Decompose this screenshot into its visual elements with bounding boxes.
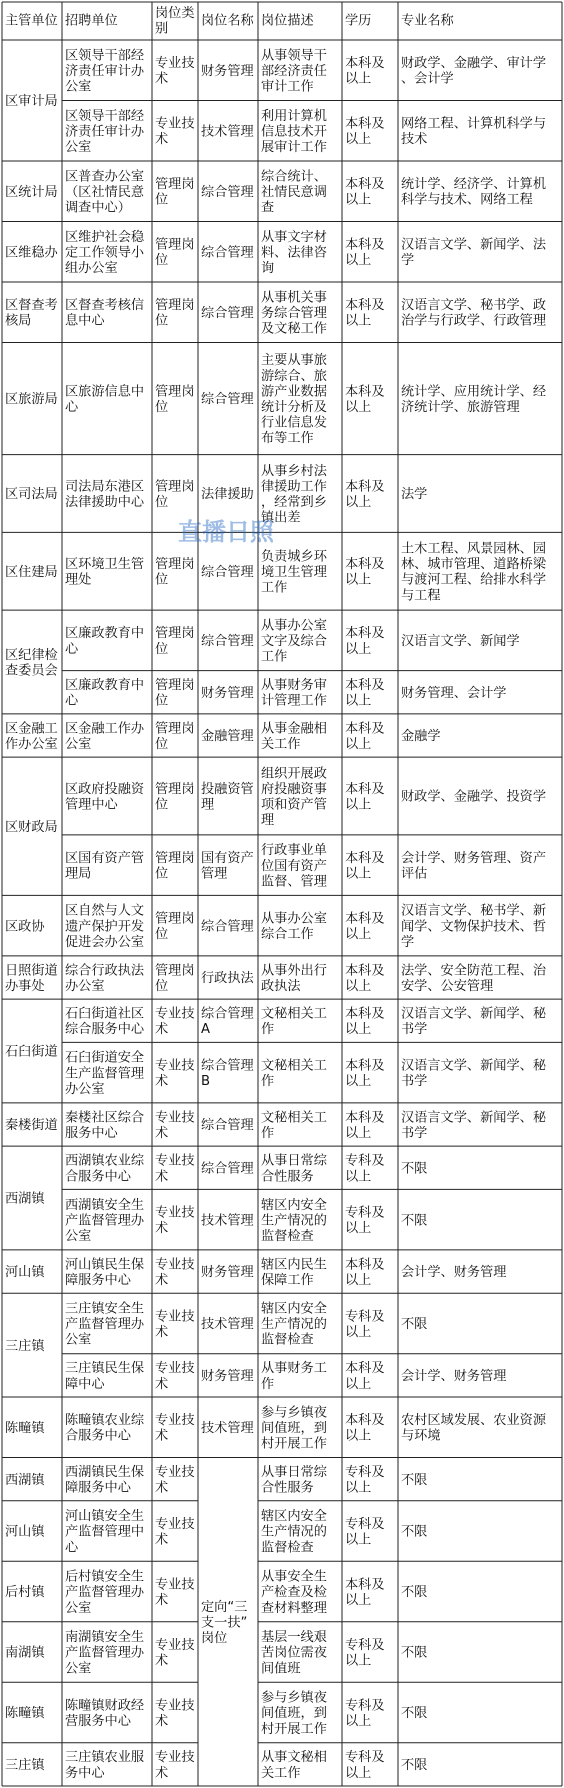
dept-cell: 区督查考核局 xyxy=(5,298,58,329)
desc-cell: 从事文字材料、法律咨询 xyxy=(261,229,327,277)
dept-cell: 日照街道办事处 xyxy=(5,963,58,994)
unit-cell: 区领导干部经济责任审计办公室 xyxy=(65,108,145,156)
post-cell: 综合管理 xyxy=(201,919,254,935)
dept-cell: 西湖镇 xyxy=(5,1191,45,1207)
desc-cell: 文秘相关工作 xyxy=(261,1110,327,1141)
watermark-logo: 直播日照 xyxy=(178,518,274,546)
unit-cell: 南湖镇安全生产监督管理办公室 xyxy=(65,1630,145,1677)
dept-cell: 河山镇 xyxy=(5,1524,45,1540)
unit-cell: 区督查考核信息中心 xyxy=(65,298,145,329)
unit-cell: 区维护社会稳定工作领导小组办公室 xyxy=(65,229,145,277)
cat-cell: 专业技术 xyxy=(155,1464,195,1496)
desc-cell: 综合统计、社情民意调查 xyxy=(261,169,327,216)
dept-cell: 区政协 xyxy=(5,919,45,935)
desc-cell: 从事金融相关工作 xyxy=(261,721,327,752)
major-cell: 不限 xyxy=(401,1317,428,1333)
header-cell: 招聘单位 xyxy=(65,13,118,29)
desc-cell: 基层一线艰苦岗位需夜间值班 xyxy=(261,1630,327,1677)
major-cell: 汉语言文学、秘书学、新闻学、文物保护技术、哲学 xyxy=(401,903,547,950)
major-cell: 汉语言文学、秘书学、政治学与行政学、行政管理 xyxy=(401,298,547,329)
cat-cell: 管理岗位 xyxy=(155,963,195,994)
desc-cell: 从事办公室综合工作 xyxy=(261,911,327,943)
edu-cell: 本科及以上 xyxy=(345,557,385,588)
major-cell: 农村区域发展、农业资源与环境 xyxy=(401,1413,547,1444)
unit-cell: 区旅游信息中心 xyxy=(65,384,145,416)
dept-cell: 区统计局 xyxy=(5,184,58,200)
desc-cell: 辖区内安全生产情况的监督检查 xyxy=(261,1509,327,1556)
dept-cell: 西湖镇 xyxy=(5,1472,45,1488)
unit-cell: 区政府投融资管理中心 xyxy=(65,781,145,813)
dept-cell: 区财政局 xyxy=(5,819,58,835)
cat-cell: 管理岗位 xyxy=(155,911,195,943)
cat-cell: 专业技术 xyxy=(155,1110,195,1141)
post-cell: 综合管理 xyxy=(201,184,254,200)
post-cell: 国有资产管理 xyxy=(201,850,254,882)
edu-cell: 本科及以上 xyxy=(345,298,385,329)
cat-cell: 专业技术 xyxy=(155,1698,195,1729)
unit-cell: 三庄镇农业服务中心 xyxy=(65,1750,145,1781)
post-cell: 金融管理 xyxy=(201,729,254,745)
dept-cell: 区金融工作办公室 xyxy=(5,721,58,752)
major-cell: 法学、安全防范工程、治安学、公安管理 xyxy=(401,963,547,994)
edu-cell: 专科及以上 xyxy=(345,1309,385,1340)
cat-cell: 专业技术 xyxy=(155,1413,195,1444)
desc-cell: 从事办公室文字及综合工作 xyxy=(261,618,327,665)
edu-cell: 专科及以上 xyxy=(345,1637,385,1669)
post-cell: 投融资管理 xyxy=(201,781,254,813)
post-cell: 综合管理 xyxy=(201,1161,254,1177)
edu-cell: 本科及以上 xyxy=(345,963,385,994)
desc-cell: 从事领导干部经济责任审计工作 xyxy=(261,48,327,95)
dept-cell: 区住建局 xyxy=(5,564,58,580)
unit-cell: 区廉政教育中心 xyxy=(65,626,145,657)
cat-cell: 专业技术 xyxy=(155,56,195,87)
unit-cell: 区领导干部经济责任审计办公室 xyxy=(65,48,145,95)
edu-cell: 本科及以上 xyxy=(345,1257,385,1289)
unit-cell: 陈疃镇农业综合服务中心 xyxy=(65,1413,145,1444)
header-cell: 岗位描述 xyxy=(261,13,314,29)
cat-cell: 管理岗位 xyxy=(155,384,195,416)
edu-cell: 专科及以上 xyxy=(345,1153,385,1185)
post-cell: 技术管理 xyxy=(201,1420,254,1436)
unit-cell: 区普查办公室（区社情民意调查中心） xyxy=(65,169,145,216)
cat-cell: 专业技术 xyxy=(155,1006,195,1038)
post-cell: 综合管理 xyxy=(201,392,254,408)
edu-cell: 专科及以上 xyxy=(345,1516,385,1548)
edu-cell: 本科及以上 xyxy=(345,678,385,709)
major-cell: 不限 xyxy=(401,1161,428,1177)
cat-cell: 管理岗位 xyxy=(155,678,195,709)
edu-cell: 本科及以上 xyxy=(345,911,385,943)
major-cell: 汉语言文学、新闻学、法学 xyxy=(401,237,547,269)
header-cell: 专业名称 xyxy=(401,13,454,29)
desc-cell: 从事乡村法律援助工作，经常到乡镇出差 xyxy=(261,463,327,526)
edu-cell: 本科及以上 xyxy=(345,384,385,416)
post-cell: 财务管理 xyxy=(201,1369,254,1385)
major-cell: 网络工程、计算机科学与技术 xyxy=(401,116,547,148)
dept-cell: 区审计局 xyxy=(5,94,58,110)
dept-cell: 南湖镇 xyxy=(5,1645,45,1661)
major-cell: 汉语言文学、新闻学、秘书学 xyxy=(401,1058,547,1090)
major-cell: 汉语言文学、新闻学、秘书学 xyxy=(401,1006,547,1038)
unit-cell: 石臼街道安全生产监督管理办公室 xyxy=(65,1050,145,1097)
major-cell: 不限 xyxy=(401,1758,428,1774)
dept-cell: 石臼街道 xyxy=(5,1044,58,1060)
desc-cell: 行政事业单位国有资产监督、管理 xyxy=(261,843,327,890)
cat-cell: 专业技术 xyxy=(155,1153,195,1185)
post-cell: 法律援助 xyxy=(201,487,254,503)
major-cell: 汉语言文学、新闻学、秘书学 xyxy=(401,1110,547,1141)
unit-cell: 区金融工作办公室 xyxy=(65,721,145,752)
dept-cell: 陈疃镇 xyxy=(5,1706,45,1722)
major-cell: 不限 xyxy=(401,1213,428,1229)
dept-cell: 河山镇 xyxy=(5,1265,45,1281)
cat-cell: 管理岗位 xyxy=(155,298,195,329)
edu-cell: 本科及以上 xyxy=(345,237,385,269)
cat-cell: 管理岗位 xyxy=(155,479,195,510)
cat-cell: 专业技术 xyxy=(155,1309,195,1340)
desc-cell: 文秘相关工作 xyxy=(261,1058,327,1090)
unit-cell: 区自然与人文遗产保护开发促进会办公室 xyxy=(65,903,145,950)
desc-cell: 从事日常综合性服务 xyxy=(261,1464,327,1496)
cat-cell: 专业技术 xyxy=(155,1577,195,1608)
major-cell: 会计学、财务管理 xyxy=(401,1369,507,1385)
major-cell: 会计学、财务管理 xyxy=(401,1265,507,1281)
post-cell: 财务管理 xyxy=(201,63,254,79)
edu-cell: 本科及以上 xyxy=(345,781,385,813)
post-cell: 综合管理 xyxy=(201,634,254,650)
dept-cell: 秦楼街道 xyxy=(5,1118,58,1134)
unit-cell: 后村镇安全生产监督管理办公室 xyxy=(65,1569,145,1616)
desc-cell: 利用计算机信息技术开展审计工作 xyxy=(261,108,327,156)
cat-cell: 管理岗位 xyxy=(155,177,195,208)
unit-cell: 区国有资产管理局 xyxy=(65,850,145,882)
post-cell: 综合管理 xyxy=(201,305,254,321)
edu-cell: 本科及以上 xyxy=(345,626,385,657)
unit-cell: 区环境卫生管理处 xyxy=(65,557,145,588)
cat-cell: 专业技术 xyxy=(155,1516,195,1548)
cat-cell: 专业技术 xyxy=(155,1637,195,1669)
cat-cell: 专业技术 xyxy=(155,1257,195,1289)
desc-cell: 主要从事旅游综合、旅游产业数据统计分析及行业信息发布等工作 xyxy=(261,353,327,447)
edu-cell: 本科及以上 xyxy=(345,116,385,148)
cat-cell: 专业技术 xyxy=(155,1361,195,1392)
cat-cell: 管理岗位 xyxy=(155,850,195,882)
edu-cell: 本科及以上 xyxy=(345,56,385,87)
dept-cell: 区司法局 xyxy=(5,487,58,503)
major-cell: 汉语言文学、新闻学 xyxy=(401,634,520,650)
major-cell: 不限 xyxy=(401,1472,428,1488)
cell-texts xyxy=(5,4,547,1781)
major-cell: 会计学、财务管理、资产评估 xyxy=(401,850,547,882)
edu-cell: 本科及以上 xyxy=(345,1577,385,1608)
edu-cell: 本科及以上 xyxy=(345,1413,385,1444)
unit-cell: 秦楼社区综合服务中心 xyxy=(65,1110,145,1141)
unit-cell: 区廉政教育中心 xyxy=(65,678,145,709)
cat-cell: 管理岗位 xyxy=(155,721,195,752)
dept-cell: 区纪律检查委员会 xyxy=(5,647,58,679)
desc-cell: 从事安全生产检查及检查材料整理 xyxy=(261,1569,327,1616)
unit-cell: 三庄镇民生保障中心 xyxy=(65,1361,145,1392)
desc-cell: 从事机关事务综合管理及文秘工作 xyxy=(261,290,327,337)
edu-cell: 专科及以上 xyxy=(345,1205,385,1237)
unit-cell: 综合行政执法办公室 xyxy=(65,963,145,994)
desc-cell: 文秘相关工作 xyxy=(261,1006,327,1038)
edu-cell: 专科及以上 xyxy=(345,1698,385,1729)
cat-cell: 管理岗位 xyxy=(155,781,195,813)
merged-post-cell: 定向“三支一扶”岗位 xyxy=(201,1599,248,1647)
major-cell: 不限 xyxy=(401,1645,428,1661)
desc-cell: 参与乡镇夜间值班，到村开展工作 xyxy=(261,1405,327,1452)
desc-cell: 负责城乡环境卫生管理工作 xyxy=(261,549,327,596)
post-cell: 综合管理 xyxy=(201,1118,254,1134)
cat-cell: 专业技术 xyxy=(155,1205,195,1237)
major-cell: 法学 xyxy=(401,487,428,503)
post-cell: 综合管理 xyxy=(201,564,254,580)
header-cell: 主管单位 xyxy=(5,13,58,29)
edu-cell: 本科及以上 xyxy=(345,1110,385,1141)
major-cell: 不限 xyxy=(401,1585,428,1601)
unit-cell: 河山镇安全生产监督管理中心 xyxy=(65,1509,145,1556)
desc-cell: 辖区内安全生产情况的监督检查 xyxy=(261,1197,327,1244)
post-cell: 综合管理 B xyxy=(201,1058,254,1090)
dept-cell: 三庄镇 xyxy=(5,1758,45,1774)
unit-cell: 西湖镇民生保障服务中心 xyxy=(65,1464,145,1496)
post-cell: 财务管理 xyxy=(201,685,254,701)
post-cell: 财务管理 xyxy=(201,1265,254,1281)
major-cell: 财务管理、会计学 xyxy=(401,685,507,701)
edu-cell: 本科及以上 xyxy=(345,1006,385,1038)
desc-cell: 从事日常综合性服务 xyxy=(261,1153,327,1185)
unit-cell: 陈疃镇财政经营服务中心 xyxy=(65,1698,145,1729)
major-cell: 统计学、应用统计学、经济统计学、旅游管理 xyxy=(401,384,547,416)
major-cell: 统计学、经济学、计算机科学与技术、网络工程 xyxy=(401,177,547,208)
cat-cell: 专业技术 xyxy=(155,116,195,148)
cat-cell: 专业技术 xyxy=(155,1750,195,1781)
dept-cell: 陈疃镇 xyxy=(5,1420,45,1436)
major-cell: 财政学、金融学、投资学 xyxy=(401,789,547,805)
unit-cell: 司法局东港区法律援助中心 xyxy=(65,479,145,510)
header-cell: 岗位名称 xyxy=(201,13,254,29)
unit-cell: 三庄镇安全生产监督管理办公室 xyxy=(65,1301,145,1348)
header-cell: 学历 xyxy=(345,13,372,29)
dept-cell: 区旅游局 xyxy=(5,392,58,408)
edu-cell: 专科及以上 xyxy=(345,1464,385,1496)
post-cell: 综合管理 A xyxy=(201,1006,254,1038)
major-cell: 不限 xyxy=(401,1524,428,1540)
major-cell: 不限 xyxy=(401,1706,428,1722)
edu-cell: 专科及以上 xyxy=(345,1750,385,1781)
dept-cell: 区维稳办 xyxy=(5,245,58,261)
desc-cell: 从事文秘相关工作 xyxy=(261,1750,327,1781)
major-cell: 金融学 xyxy=(401,729,441,745)
cat-cell: 管理岗位 xyxy=(155,626,195,657)
desc-cell: 辖区内安全生产情况的监督检查 xyxy=(261,1301,327,1348)
desc-cell: 从事外出行政执法 xyxy=(261,963,327,994)
cat-cell: 管理岗位 xyxy=(155,557,195,588)
unit-cell: 石臼街道社区综合服务中心 xyxy=(65,1006,145,1038)
edu-cell: 本科及以上 xyxy=(345,850,385,882)
post-cell: 综合管理 xyxy=(201,245,254,261)
post-cell: 行政执法 xyxy=(201,971,254,987)
unit-cell: 西湖镇安全生产监督管理办公室 xyxy=(65,1197,145,1244)
desc-cell: 组织开展政府投融资事项和资产管理 xyxy=(261,766,327,829)
unit-cell: 河山镇民生保障服务中心 xyxy=(65,1257,145,1289)
edu-cell: 本科及以上 xyxy=(345,1058,385,1090)
cat-cell: 管理岗位 xyxy=(155,237,195,269)
desc-cell: 从事财务审计管理工作 xyxy=(261,678,327,709)
desc-cell: 参与乡镇夜间值班，到村开展工作 xyxy=(261,1690,327,1737)
post-cell: 技术管理 xyxy=(201,124,254,140)
header-cell: 岗位类别 xyxy=(155,5,195,37)
dept-cell: 三庄镇 xyxy=(5,1338,45,1354)
dept-cell: 后村镇 xyxy=(5,1585,45,1601)
edu-cell: 本科及以上 xyxy=(345,177,385,208)
desc-cell: 辖区内民生保障工作 xyxy=(261,1257,327,1289)
unit-cell: 西湖镇农业综合服务中心 xyxy=(65,1153,145,1185)
edu-cell: 本科及以上 xyxy=(345,479,385,510)
desc-cell: 从事财务工作 xyxy=(261,1361,327,1392)
edu-cell: 本科及以上 xyxy=(345,1361,385,1392)
major-cell: 土木工程、风景园林、园林、城市管理、道路桥梁与渡河工程、给排水科学与工程 xyxy=(401,541,547,604)
edu-cell: 本科及以上 xyxy=(345,721,385,752)
post-cell: 技术管理 xyxy=(201,1213,254,1229)
major-cell: 财政学、金融学、审计学、会计学 xyxy=(401,56,547,87)
cat-cell: 专业技术 xyxy=(155,1058,195,1090)
post-cell: 技术管理 xyxy=(201,1317,254,1333)
